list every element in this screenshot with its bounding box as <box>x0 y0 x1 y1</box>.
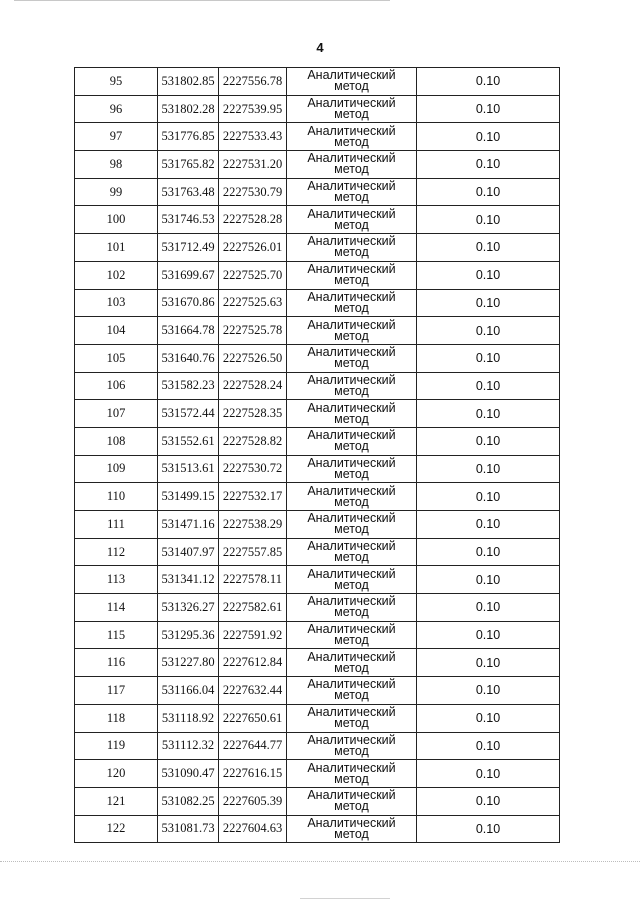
y-coordinate-cell: 2227528.24 <box>219 372 287 400</box>
method-cell <box>287 787 417 815</box>
point-number-cell: 113 <box>75 566 158 594</box>
method-line-1: Аналитический <box>307 289 396 304</box>
method-line-1: Аналитический <box>307 760 396 775</box>
y-coordinate-cell: 2227526.50 <box>219 344 287 372</box>
method-cell <box>287 621 417 649</box>
point-number-cell: 111 <box>75 511 158 539</box>
method-line-2: метод <box>334 688 369 703</box>
point-number-cell: 120 <box>75 760 158 788</box>
accuracy-cell: 0.10 <box>417 372 560 400</box>
method-line-2: метод <box>334 190 369 205</box>
accuracy-cell: 0.10 <box>417 677 560 705</box>
method-line-1: Аналитический <box>307 649 396 664</box>
point-number-cell: 107 <box>75 400 158 428</box>
y-coordinate-cell: 2227612.84 <box>219 649 287 677</box>
x-coordinate-cell: 531802.85 <box>158 68 219 96</box>
method-line-2: метод <box>334 162 369 177</box>
accuracy-cell: 0.10 <box>417 649 560 677</box>
x-coordinate-cell: 531326.27 <box>158 594 219 622</box>
method-line-1: Аналитический <box>307 705 396 720</box>
accuracy-cell: 0.10 <box>417 760 560 788</box>
method-line-1: Аналитический <box>307 566 396 581</box>
method-line-1: Аналитический <box>307 372 396 387</box>
x-coordinate-cell: 531582.23 <box>158 372 219 400</box>
point-number-cell: 114 <box>75 594 158 622</box>
method-cell <box>287 538 417 566</box>
y-coordinate-cell: 2227526.01 <box>219 234 287 262</box>
point-number-cell: 108 <box>75 427 158 455</box>
table-row <box>75 760 560 788</box>
method-cell <box>287 483 417 511</box>
x-coordinate-cell: 531118.92 <box>158 704 219 732</box>
table-row <box>75 649 560 677</box>
method-line-2: метод <box>334 245 369 260</box>
method-line-2: метод <box>334 633 369 648</box>
table-row <box>75 151 560 179</box>
method-cell <box>287 760 417 788</box>
method-line-2: метод <box>334 328 369 343</box>
table-row <box>75 206 560 234</box>
point-number-cell: 110 <box>75 483 158 511</box>
table-row <box>75 317 560 345</box>
x-coordinate-cell: 531112.32 <box>158 732 219 760</box>
method-line-2: метод <box>334 494 369 509</box>
point-number-cell: 98 <box>75 151 158 179</box>
method-cell <box>287 344 417 372</box>
y-coordinate-cell: 2227616.15 <box>219 760 287 788</box>
method-line-2: метод <box>334 799 369 814</box>
method-line-2: метод <box>334 466 369 481</box>
x-coordinate-cell: 531090.47 <box>158 760 219 788</box>
x-coordinate-cell: 531699.67 <box>158 261 219 289</box>
point-number-cell: 100 <box>75 206 158 234</box>
point-number-cell: 116 <box>75 649 158 677</box>
table-row <box>75 815 560 843</box>
table-row <box>75 483 560 511</box>
page-number: 4 <box>316 40 324 55</box>
point-number-cell: 109 <box>75 455 158 483</box>
accuracy-cell: 0.10 <box>417 704 560 732</box>
method-line-2: метод <box>334 134 369 149</box>
x-coordinate-cell: 531295.36 <box>158 621 219 649</box>
method-cell <box>287 178 417 206</box>
table-row <box>75 455 560 483</box>
accuracy-cell: 0.10 <box>417 538 560 566</box>
y-coordinate-cell: 2227538.29 <box>219 511 287 539</box>
table-row <box>75 372 560 400</box>
point-number-cell: 103 <box>75 289 158 317</box>
method-line-1: Аналитический <box>307 400 396 415</box>
method-line-2: метод <box>334 716 369 731</box>
y-coordinate-cell: 2227528.82 <box>219 427 287 455</box>
method-cell <box>287 289 417 317</box>
y-coordinate-cell: 2227533.43 <box>219 123 287 151</box>
table-row <box>75 704 560 732</box>
accuracy-cell: 0.10 <box>417 455 560 483</box>
x-coordinate-cell: 531802.28 <box>158 95 219 123</box>
x-coordinate-cell: 531712.49 <box>158 234 219 262</box>
x-coordinate-cell: 531513.61 <box>158 455 219 483</box>
y-coordinate-cell: 2227528.28 <box>219 206 287 234</box>
y-coordinate-cell: 2227582.61 <box>219 594 287 622</box>
table-row <box>75 566 560 594</box>
y-coordinate-cell: 2227539.95 <box>219 95 287 123</box>
method-line-2: метод <box>334 300 369 315</box>
accuracy-cell: 0.10 <box>417 123 560 151</box>
table-row <box>75 344 560 372</box>
method-line-1: Аналитический <box>307 96 396 111</box>
accuracy-cell: 0.10 <box>417 261 560 289</box>
x-coordinate-cell: 531471.16 <box>158 511 219 539</box>
method-cell <box>287 372 417 400</box>
scan-artifact-line <box>300 898 390 899</box>
y-coordinate-cell: 2227644.77 <box>219 732 287 760</box>
method-line-2: метод <box>334 577 369 592</box>
accuracy-cell: 0.10 <box>417 206 560 234</box>
accuracy-cell: 0.10 <box>417 317 560 345</box>
method-line-2: метод <box>334 439 369 454</box>
point-number-cell: 101 <box>75 234 158 262</box>
table-row <box>75 511 560 539</box>
coordinates-table <box>74 67 560 843</box>
method-line-1: Аналитический <box>307 262 396 277</box>
accuracy-cell: 0.10 <box>417 344 560 372</box>
table-row <box>75 261 560 289</box>
accuracy-cell: 0.10 <box>417 815 560 843</box>
point-number-cell: 97 <box>75 123 158 151</box>
method-cell <box>287 704 417 732</box>
point-number-cell: 105 <box>75 344 158 372</box>
scan-artifact-line <box>0 861 640 862</box>
table-row <box>75 68 560 96</box>
method-line-1: Аналитический <box>307 68 396 83</box>
method-cell <box>287 123 417 151</box>
y-coordinate-cell: 2227531.20 <box>219 151 287 179</box>
point-number-cell: 122 <box>75 815 158 843</box>
accuracy-cell: 0.10 <box>417 178 560 206</box>
point-number-cell: 106 <box>75 372 158 400</box>
method-line-1: Аналитический <box>307 622 396 637</box>
method-line-2: метод <box>334 826 369 841</box>
point-number-cell: 96 <box>75 95 158 123</box>
method-line-1: Аналитический <box>307 151 396 166</box>
method-line-1: Аналитический <box>307 317 396 332</box>
method-cell <box>287 649 417 677</box>
x-coordinate-cell: 531081.73 <box>158 815 219 843</box>
point-number-cell: 102 <box>75 261 158 289</box>
method-line-1: Аналитический <box>307 539 396 554</box>
point-number-cell: 119 <box>75 732 158 760</box>
table-row <box>75 123 560 151</box>
method-line-2: метод <box>334 771 369 786</box>
x-coordinate-cell: 531572.44 <box>158 400 219 428</box>
y-coordinate-cell: 2227578.11 <box>219 566 287 594</box>
x-coordinate-cell: 531499.15 <box>158 483 219 511</box>
method-cell <box>287 677 417 705</box>
point-number-cell: 104 <box>75 317 158 345</box>
table-row <box>75 621 560 649</box>
point-number-cell: 99 <box>75 178 158 206</box>
method-line-2: метод <box>334 79 369 94</box>
method-line-2: метод <box>334 660 369 675</box>
method-cell <box>287 732 417 760</box>
y-coordinate-cell: 2227525.78 <box>219 317 287 345</box>
accuracy-cell: 0.10 <box>417 787 560 815</box>
method-cell <box>287 95 417 123</box>
method-line-1: Аналитический <box>307 234 396 249</box>
x-coordinate-cell: 531341.12 <box>158 566 219 594</box>
method-line-1: Аналитический <box>307 428 396 443</box>
method-line-1: Аналитический <box>307 206 396 221</box>
table-row <box>75 677 560 705</box>
table-row <box>75 787 560 815</box>
table-row <box>75 95 560 123</box>
y-coordinate-cell: 2227528.35 <box>219 400 287 428</box>
point-number-cell: 112 <box>75 538 158 566</box>
method-cell <box>287 317 417 345</box>
method-line-2: метод <box>334 107 369 122</box>
point-number-cell: 115 <box>75 621 158 649</box>
method-line-2: метод <box>334 743 369 758</box>
y-coordinate-cell: 2227530.79 <box>219 178 287 206</box>
method-line-2: метод <box>334 273 369 288</box>
method-line-1: Аналитический <box>307 732 396 747</box>
method-line-2: метод <box>334 605 369 620</box>
method-cell <box>287 511 417 539</box>
method-cell <box>287 566 417 594</box>
accuracy-cell: 0.10 <box>417 621 560 649</box>
coordinates-table-body <box>75 68 560 843</box>
method-line-1: Аналитический <box>307 594 396 609</box>
x-coordinate-cell: 531763.48 <box>158 178 219 206</box>
accuracy-cell: 0.10 <box>417 594 560 622</box>
x-coordinate-cell: 531082.25 <box>158 787 219 815</box>
method-cell <box>287 594 417 622</box>
y-coordinate-cell: 2227557.85 <box>219 538 287 566</box>
method-cell <box>287 234 417 262</box>
method-line-1: Аналитический <box>307 345 396 360</box>
x-coordinate-cell: 531166.04 <box>158 677 219 705</box>
accuracy-cell: 0.10 <box>417 95 560 123</box>
accuracy-cell: 0.10 <box>417 289 560 317</box>
method-line-1: Аналитический <box>307 788 396 803</box>
method-line-2: метод <box>334 550 369 565</box>
method-cell <box>287 815 417 843</box>
method-line-2: метод <box>334 217 369 232</box>
table-row <box>75 427 560 455</box>
table-row <box>75 538 560 566</box>
method-cell <box>287 151 417 179</box>
accuracy-cell: 0.10 <box>417 234 560 262</box>
point-number-cell: 121 <box>75 787 158 815</box>
method-cell <box>287 400 417 428</box>
x-coordinate-cell: 531776.85 <box>158 123 219 151</box>
method-line-1: Аналитический <box>307 455 396 470</box>
method-line-2: метод <box>334 383 369 398</box>
accuracy-cell: 0.10 <box>417 566 560 594</box>
method-line-2: метод <box>334 356 369 371</box>
method-line-2: метод <box>334 522 369 537</box>
y-coordinate-cell: 2227525.70 <box>219 261 287 289</box>
method-cell <box>287 206 417 234</box>
table-row <box>75 732 560 760</box>
x-coordinate-cell: 531227.80 <box>158 649 219 677</box>
method-line-1: Аналитический <box>307 123 396 138</box>
x-coordinate-cell: 531407.97 <box>158 538 219 566</box>
accuracy-cell: 0.10 <box>417 732 560 760</box>
table-row <box>75 178 560 206</box>
y-coordinate-cell: 2227532.17 <box>219 483 287 511</box>
accuracy-cell: 0.10 <box>417 511 560 539</box>
accuracy-cell: 0.10 <box>417 483 560 511</box>
x-coordinate-cell: 531670.86 <box>158 289 219 317</box>
method-line-1: Аналитический <box>307 677 396 692</box>
table-row <box>75 594 560 622</box>
point-number-cell: 118 <box>75 704 158 732</box>
y-coordinate-cell: 2227650.61 <box>219 704 287 732</box>
method-line-1: Аналитический <box>307 483 396 498</box>
accuracy-cell: 0.10 <box>417 427 560 455</box>
table-row <box>75 289 560 317</box>
point-number-cell: 95 <box>75 68 158 96</box>
method-line-1: Аналитический <box>307 511 396 526</box>
method-cell <box>287 68 417 96</box>
x-coordinate-cell: 531765.82 <box>158 151 219 179</box>
accuracy-cell: 0.10 <box>417 68 560 96</box>
method-cell <box>287 261 417 289</box>
y-coordinate-cell: 2227530.72 <box>219 455 287 483</box>
method-line-2: метод <box>334 411 369 426</box>
y-coordinate-cell: 2227556.78 <box>219 68 287 96</box>
y-coordinate-cell: 2227605.39 <box>219 787 287 815</box>
point-number-cell: 117 <box>75 677 158 705</box>
y-coordinate-cell: 2227632.44 <box>219 677 287 705</box>
y-coordinate-cell: 2227591.92 <box>219 621 287 649</box>
method-line-1: Аналитический <box>307 179 396 194</box>
x-coordinate-cell: 531664.78 <box>158 317 219 345</box>
method-cell <box>287 455 417 483</box>
x-coordinate-cell: 531552.61 <box>158 427 219 455</box>
x-coordinate-cell: 531746.53 <box>158 206 219 234</box>
x-coordinate-cell: 531640.76 <box>158 344 219 372</box>
accuracy-cell: 0.10 <box>417 400 560 428</box>
y-coordinate-cell: 2227525.63 <box>219 289 287 317</box>
table-row <box>75 400 560 428</box>
accuracy-cell: 0.10 <box>417 151 560 179</box>
table-row <box>75 234 560 262</box>
y-coordinate-cell: 2227604.63 <box>219 815 287 843</box>
top-rule <box>14 0 390 1</box>
method-cell <box>287 427 417 455</box>
method-line-1: Аналитический <box>307 815 396 830</box>
